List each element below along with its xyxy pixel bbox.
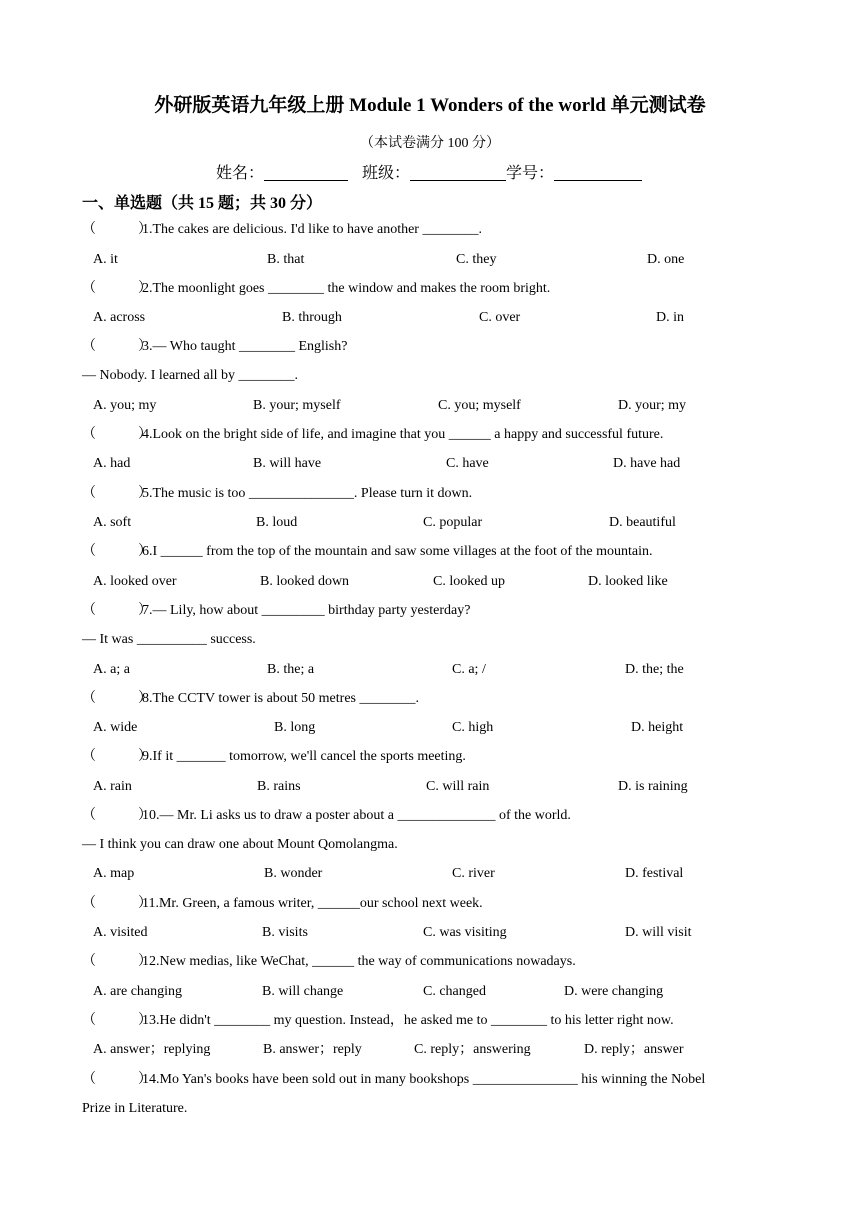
answer-bracket[interactable]: （ ）: [82, 339, 152, 354]
answer-option[interactable]: B. will change: [262, 984, 344, 999]
answer-option[interactable]: D. your; my: [618, 398, 687, 413]
question-text: 10.— Mr. Li asks us to draw a poster about a ______________ of the world.: [142, 808, 571, 823]
question-stem: [82, 602, 470, 620]
answer-option[interactable]: A. you; my: [93, 398, 157, 413]
question-stem: [82, 280, 550, 298]
question-text: 11.Mr. Green, a famous writer, ______our school next week.: [142, 896, 483, 911]
answer-option[interactable]: B. visits: [262, 925, 308, 940]
answer-option[interactable]: C. will rain: [426, 779, 490, 794]
question-stem: [82, 543, 653, 561]
page-subtitle: （本试卷满分 100 分）: [360, 136, 500, 151]
answer-option[interactable]: B. your; myself: [253, 398, 341, 413]
answer-option[interactable]: C. was visiting: [423, 925, 507, 940]
question-stem: [82, 690, 419, 708]
answer-option[interactable]: A. visited: [93, 925, 148, 940]
answer-option[interactable]: B. looked down: [260, 574, 350, 589]
answer-option[interactable]: C. you; myself: [438, 398, 521, 413]
answer-bracket[interactable]: （ ）: [82, 749, 152, 764]
answer-option[interactable]: A. looked over: [93, 574, 177, 589]
question-text: 9.If it _______ tomorrow, we'll cancel the sports meeting.: [142, 749, 466, 764]
answer-bracket[interactable]: （ ）: [82, 1013, 152, 1028]
answer-option[interactable]: A. answer；replying: [93, 1042, 211, 1057]
question-stem: [82, 953, 576, 971]
question-text-continued: — It was __________ success.: [82, 632, 256, 647]
answer-option[interactable]: B. through: [282, 310, 342, 325]
answer-option[interactable]: C. a; /: [452, 662, 486, 677]
answer-option[interactable]: C. changed: [423, 984, 486, 999]
question-text: 14.Mo Yan's books have been sold out in many bookshops _______________ his winning the Nobel: [142, 1072, 706, 1087]
question-text: 12.New medias, like WeChat, ______ the way of communications nowadays.: [142, 954, 576, 969]
answer-option[interactable]: B. the; a: [267, 662, 315, 677]
question-stem: [82, 426, 663, 444]
answer-option[interactable]: D. reply；answer: [584, 1042, 684, 1057]
question-text: 4.Look on the bright side of life, and imagine that you ______ a happy and successful future.: [142, 427, 664, 442]
question-text-continued: — Nobody. I learned all by ________.: [82, 368, 299, 383]
question-text: 13.He didn't ________ my question. Instead，he asked me to ________ to his letter right now.: [142, 1013, 674, 1028]
id-label: 学号：: [506, 165, 555, 182]
question-text: 5.The music is too _______________. Please turn it down.: [142, 486, 473, 501]
question-text-continued: — I think you can draw one about Mount Qomolangma.: [82, 837, 398, 852]
section-title: 一、单选题（共 15 题；共 30 分）: [82, 195, 323, 212]
question-stem: [82, 748, 466, 766]
answer-bracket[interactable]: （ ）: [82, 1072, 152, 1087]
answer-option[interactable]: D. festival: [625, 866, 684, 881]
answer-bracket[interactable]: （ ）: [82, 281, 152, 296]
answer-option[interactable]: B. that: [267, 252, 305, 267]
answer-option[interactable]: A. had: [93, 456, 131, 471]
answer-option[interactable]: A. map: [93, 866, 135, 881]
page-title: 外研版英语九年级上册 Module 1 Wonders of the world 单元测试卷: [154, 95, 706, 116]
question-stem: [82, 807, 571, 825]
question-text: 2.The moonlight goes ________ the window and makes the room bright.: [142, 281, 551, 296]
class-blank: [410, 164, 506, 181]
question-text: 6.I ______ from the top of the mountain and saw some villages at the foot of the mountain.: [142, 544, 653, 559]
answer-bracket[interactable]: （ ）: [82, 544, 152, 559]
answer-option[interactable]: C. they: [456, 252, 497, 267]
student-info-row: [216, 160, 642, 183]
answer-option[interactable]: A. are changing: [93, 984, 183, 999]
answer-bracket[interactable]: （ ）: [82, 603, 152, 618]
answer-option[interactable]: A. it: [93, 252, 118, 267]
question-text: 3.— Who taught ________ English?: [142, 339, 348, 354]
answer-option[interactable]: A. across: [93, 310, 146, 325]
question-text-continued: Prize in Literature.: [82, 1101, 188, 1116]
question-stem: [82, 1071, 705, 1089]
name-blank: [264, 164, 348, 181]
answer-option[interactable]: C. have: [446, 456, 489, 471]
answer-option[interactable]: B. wonder: [264, 866, 323, 881]
id-blank: [554, 164, 642, 181]
answer-option[interactable]: C. popular: [423, 515, 483, 530]
answer-option[interactable]: A. soft: [93, 515, 132, 530]
answer-option[interactable]: D. were changing: [564, 984, 664, 999]
class-label: 班级：: [362, 165, 411, 182]
answer-option[interactable]: B. long: [274, 720, 316, 735]
answer-bracket[interactable]: （ ）: [82, 427, 152, 442]
answer-option[interactable]: D. beautiful: [609, 515, 676, 530]
answer-option[interactable]: B. loud: [256, 515, 298, 530]
answer-option[interactable]: B. will have: [253, 456, 322, 471]
answer-option[interactable]: D. looked like: [588, 574, 668, 589]
answer-bracket[interactable]: （ ）: [82, 222, 152, 237]
answer-option[interactable]: A. rain: [93, 779, 132, 794]
answer-option[interactable]: D. in: [656, 310, 684, 325]
answer-option[interactable]: D. have had: [613, 456, 681, 471]
question-text: 1.The cakes are delicious. I'd like to have another ________.: [142, 222, 482, 237]
question-text: 8.The CCTV tower is about 50 metres ________.: [142, 691, 419, 706]
answer-option[interactable]: D. height: [631, 720, 684, 735]
question-stem: [82, 1012, 674, 1030]
answer-bracket[interactable]: （ ）: [82, 691, 152, 706]
answer-option[interactable]: B. answer；reply: [263, 1042, 362, 1057]
answer-option[interactable]: D. will visit: [625, 925, 692, 940]
answer-option[interactable]: C. looked up: [433, 574, 505, 589]
question-stem: [82, 221, 482, 239]
answer-option[interactable]: C. river: [452, 866, 495, 881]
answer-option[interactable]: A. wide: [93, 720, 138, 735]
answer-bracket[interactable]: （ ）: [82, 896, 152, 911]
answer-option[interactable]: D. one: [647, 252, 685, 267]
answer-option[interactable]: D. is raining: [618, 779, 688, 794]
answer-bracket[interactable]: （ ）: [82, 486, 152, 501]
answer-option[interactable]: A. a; a: [93, 662, 130, 677]
answer-bracket[interactable]: （ ）: [82, 808, 152, 823]
answer-option[interactable]: B. rains: [257, 779, 301, 794]
question-text: 7.— Lily, how about _________ birthday party yesterday?: [142, 603, 471, 618]
answer-bracket[interactable]: （ ）: [82, 954, 152, 969]
name-label: 姓名：: [216, 165, 265, 182]
answer-option[interactable]: D. the; the: [625, 662, 684, 677]
question-stem: [82, 895, 483, 913]
answer-option[interactable]: C. reply；answering: [414, 1042, 531, 1057]
question-stem: [82, 485, 472, 503]
answer-option[interactable]: C. over: [479, 310, 521, 325]
question-stem: [82, 338, 347, 356]
answer-option[interactable]: C. high: [452, 720, 494, 735]
